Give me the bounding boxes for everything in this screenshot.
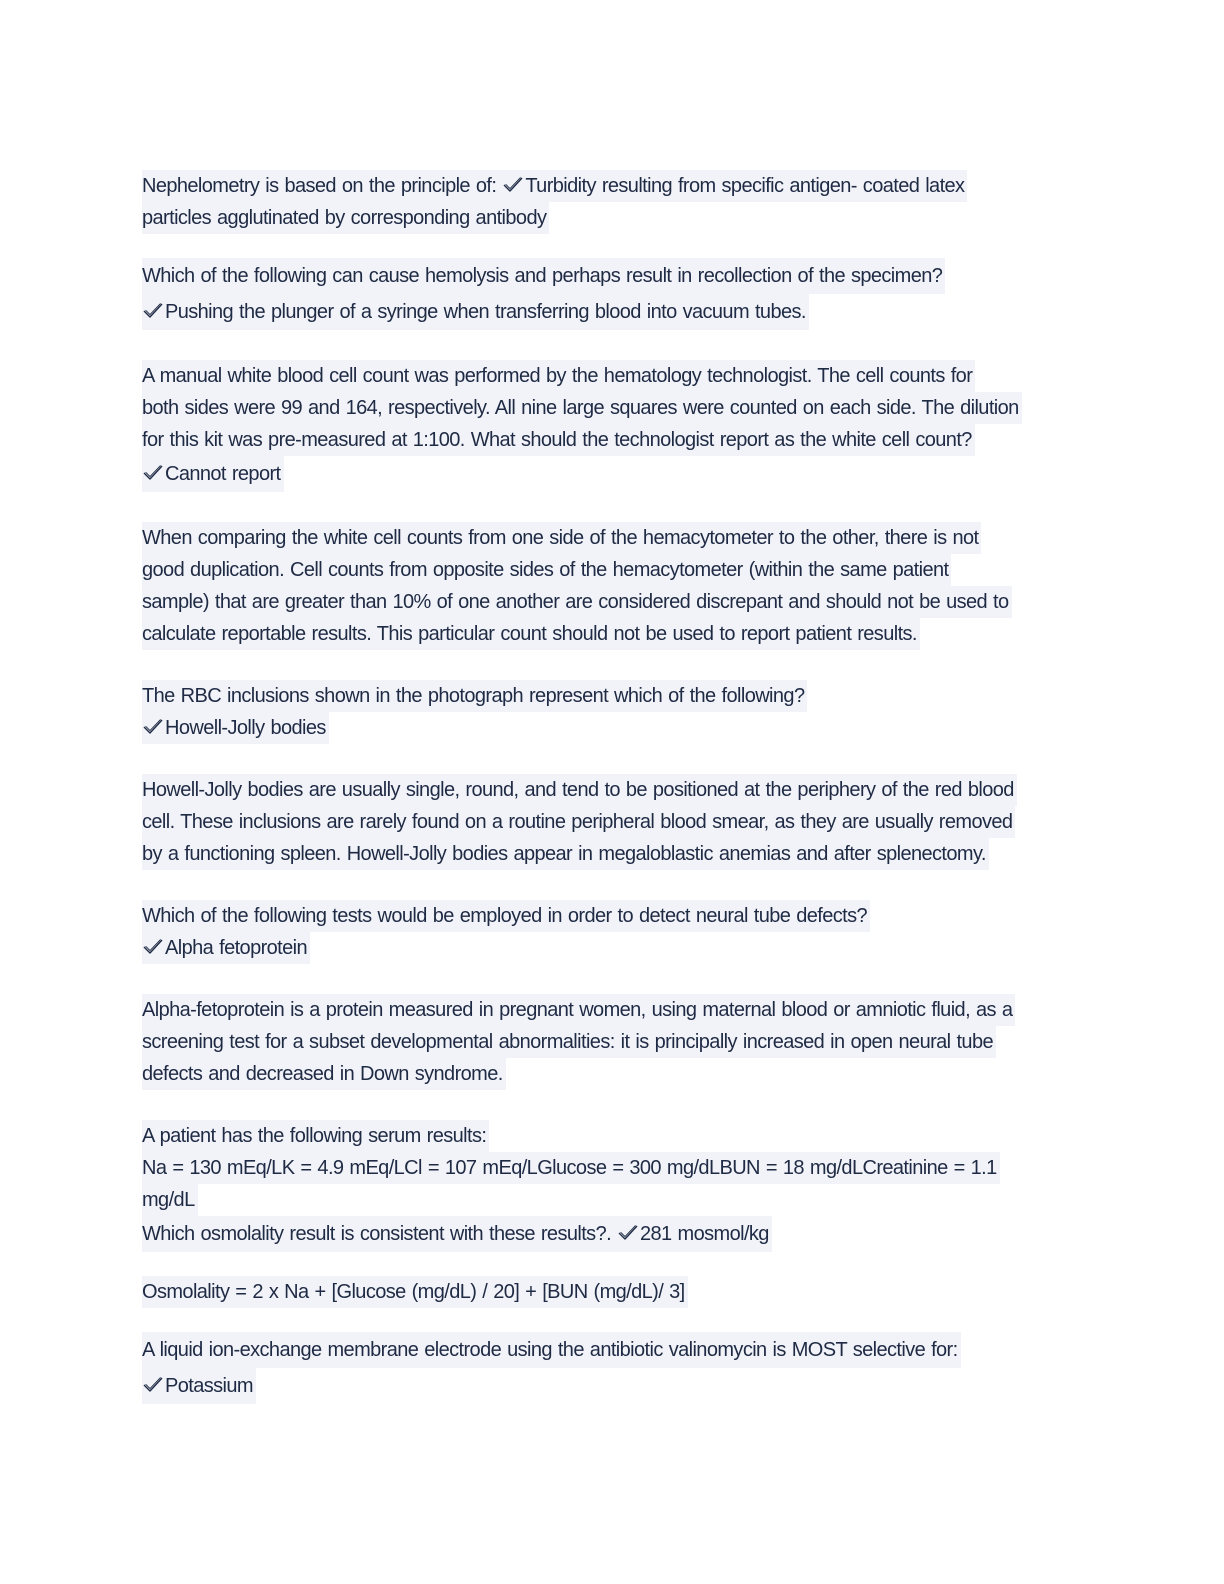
checkmark-icon	[142, 463, 164, 483]
explanation-block-howell-jolly	[142, 774, 1082, 870]
text-line: calculate reportable results. This particular count should not be used to report patient results.	[142, 618, 920, 650]
text-line: particles agglutinated by corresponding antibody	[142, 202, 549, 234]
text-line: sample) that are greater than 10% of one another are considered discrepant and should not be used to	[142, 586, 1012, 618]
text-line: Howell-Jolly bodies are usually single, round, and tend to be positioned at the periphery of the red blood	[142, 774, 1017, 806]
checkmark-icon	[617, 1223, 639, 1243]
document-page	[142, 170, 1082, 1404]
text-line: for this kit was pre-measured at 1:100. What should the technologist report as the white cell count?	[142, 424, 975, 456]
text-line: by a functioning spleen. Howell-Jolly bodies appear in megaloblastic anemias and after splenectomy.	[142, 838, 989, 870]
text-line: good duplication. Cell counts from opposite sides of the hemacytometer (within the same patient	[142, 554, 951, 586]
checkmark-icon	[142, 937, 164, 957]
text-line: Which of the following tests would be employed in order to detect neural tube defects?	[142, 900, 870, 932]
qa-block-hemolysis	[142, 258, 1082, 330]
checkmark-icon	[142, 717, 164, 737]
text-line: Potassium	[142, 1368, 256, 1404]
qa-block-osmolality	[142, 1120, 1082, 1252]
text-line: A patient has the following serum results:	[142, 1120, 489, 1152]
text-line: The RBC inclusions shown in the photograph represent which of the following?	[142, 680, 807, 712]
text-line: Osmolality = 2 x Na + [Glucose (mg/dL) / 20] + [BUN (mg/dL)/ 3]	[142, 1276, 688, 1308]
qa-block-wbc-count	[142, 360, 1082, 492]
text-line: both sides were 99 and 164, respectively. All nine large squares were counted on each side. The dilution	[142, 392, 1022, 424]
text-line: Alpha-fetoprotein is a protein measured in pregnant women, using maternal blood or amniotic fluid, as a	[142, 994, 1015, 1026]
text-line: cell. These inclusions are rarely found on a routine peripheral blood smear, as they are usually removed	[142, 806, 1015, 838]
explanation-block-hemacytometer	[142, 522, 1082, 650]
qa-block-neural-tube	[142, 900, 1082, 964]
text-line: Nephelometry is based on the principle of: Turbidity resulting from specific antigen- coated latex	[142, 170, 967, 202]
text-line: defects and decreased in Down syndrome.	[142, 1058, 506, 1090]
text-line: Howell-Jolly bodies	[142, 712, 329, 744]
text-line: Cannot report	[142, 456, 284, 492]
text-line: A manual white blood cell count was performed by the hematology technologist. The cell counts for	[142, 360, 975, 392]
qa-block-valinomycin	[142, 1332, 1082, 1404]
text-line: When comparing the white cell counts from one side of the hemacytometer to the other, there is not	[142, 522, 981, 554]
text-line: Pushing the plunger of a syringe when transferring blood into vacuum tubes.	[142, 294, 809, 330]
qa-block-nephelometry	[142, 170, 1082, 234]
text-line: Alpha fetoprotein	[142, 932, 310, 964]
formula-block-osmolality	[142, 1276, 1082, 1308]
checkmark-icon	[142, 301, 164, 321]
text-line: Which osmolality result is consistent with these results?. 281 mosmol/kg	[142, 1216, 772, 1252]
text-line: Which of the following can cause hemolysis and perhaps result in recollection of the specimen?	[142, 258, 945, 294]
explanation-block-afp	[142, 994, 1082, 1090]
text-line: mg/dL	[142, 1184, 198, 1216]
text-line: screening test for a subset developmental abnormalities: it is principally increased in open neural tube	[142, 1026, 996, 1058]
qa-block-rbc-inclusions	[142, 680, 1082, 744]
text-line: A liquid ion-exchange membrane electrode using the antibiotic valinomycin is MOST selective for:	[142, 1332, 961, 1368]
text-line: Na = 130 mEq/LK = 4.9 mEq/LCl = 107 mEq/LGlucose = 300 mg/dLBUN = 18 mg/dLCreatinine = 1.1	[142, 1152, 1000, 1184]
checkmark-icon	[142, 1375, 164, 1395]
checkmark-icon	[502, 175, 524, 195]
